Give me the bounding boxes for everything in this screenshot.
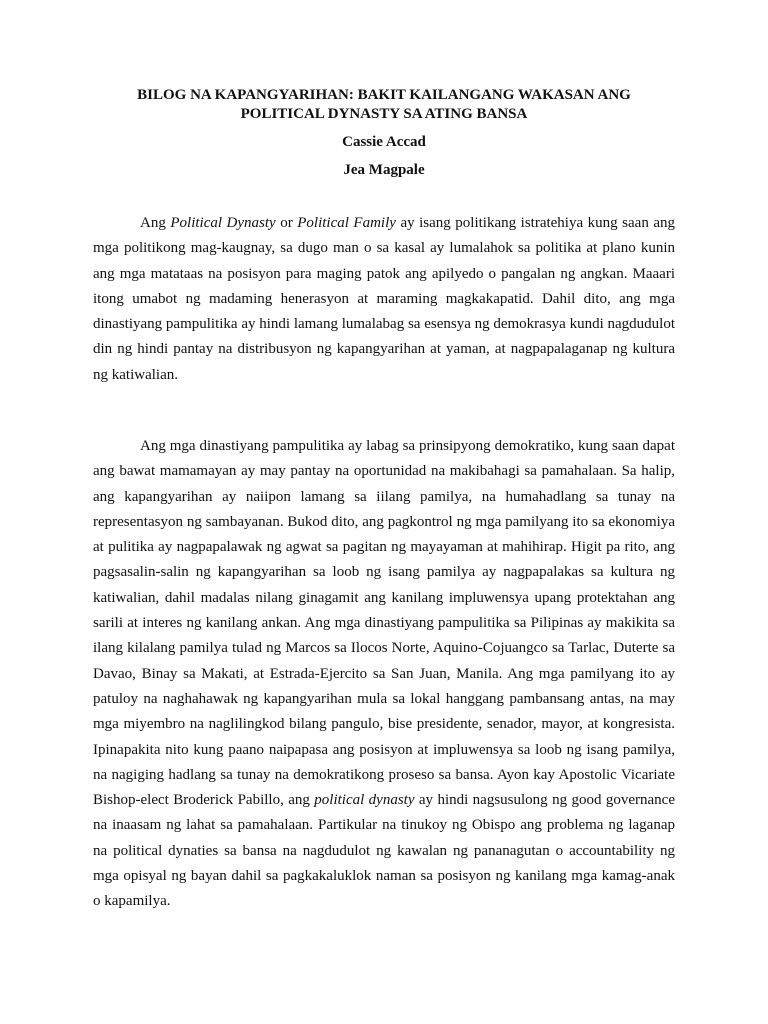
paragraph-text: Ang mga dinastiyang pampulitika ay labag sa prinsipyong demokratiko, kung saan dapat ang bawat mamamayan ay may pantay na oportunidad na makibahagi sa pamahalaan. Sa halip, ang kapangyarihan ay naiipon lamang sa iilang pamilya, na humahadlang sa tunay na representasyon ng sambayanan. Bukod dito, ang pagkontrol ng mga pamilyang ito sa ekonomiya at pulitika ay nagpapalawak ng agwat sa pagitan ng mayayaman at mahihirap. Higit pa rito, ang pagsasalin-salin ng kapangyarihan sa loob ng isang pamilya ay nagpapalakas sa kultura ng katiwalian, dahil madalas nilang ginagamit ang kanilang impluwensya upang protektahan ang sarili at interes ng kanilang ankan. Ang mga dinastiyang pampulitika sa Pilipinas ay makikita sa ilang kilalang pamilya tulad ng Marcos sa Ilocos Norte, Aquino-Cojuangco sa Tarlac, Duterte sa Davao, Binay sa Makati, at Estrada-Ejercito sa San Juan, Manila. Ang mga pamilyang ito ay patuloy na naghahawak ng kapangyarihan mula sa lokal hanggang pambansang antas, na may mga miyembro na naglilingkod bilang pangulo, bise presidente, senador, mayor, at kongresista. Ipinapakita nito kung paano naipapasa ang posisyon at impluwensya sa loob ng isang pamilya, na nagiging hadlang sa tunay na demokratikong proseso sa bansa. Ayon kay Apostolic Vicariate Bishop-elect Broderick Pabillo, ang [93,438,675,809]
paragraph-italic-term: political dynasty [314,792,415,809]
title-line-1: BILOG NA KAPANGYARIHAN: BAKIT KAILANGANG WAKASAN ANG [137,87,631,103]
paragraph-text: Ang [140,215,171,231]
paragraph-text: ay isang politikang istratehiya kung saan ang mga politikong mag-kaugnay, sa dugo man o sa kasal ay lumalahok sa politika at plano kunin ang mga matataas na posisyon para maging patok ang apilyedo o pangalan ng angkan. Maaari itong umabot ng madaming henerasyon at maraming magkakapatid. Dahil dito, ang mga dinastiyang pampulitika ay hindi lamang lumalabag sa esensya ng demokrasya kundi nagdudulot din ng hindi pantay na distribusyon ng kapangyarihan at yaman, at nagpapalaganap ng kultura ng katiwalian. [93,215,676,383]
paragraph-text: ay hindi nagsusulong ng good governance na inaasam ng lahat sa pamahalaan. Partikular na tinukoy ng Obispo ang problema ng laganap na political dynaties sa bansa na nagdudulot ng kawalan ng pananagutan o accountability ng mga opisyal ng bayan dahil sa pagkakaluklok naman sa posisyon ng kanilang mga kamag-anak o kapamilya. [93,792,675,910]
document-title [94,86,674,124]
author-name: Cassie Accad [342,134,426,150]
paragraph-italic-term: Political Family [297,215,396,231]
body-paragraph-2 [93,434,675,915]
body-paragraph-1 [93,211,675,388]
paragraph-italic-term: Political Dynasty [170,215,276,231]
author-name: Jea Magpale [343,162,425,178]
paragraph-text: or [275,215,298,231]
title-line-2: POLITICAL DYNASTY SA ATING BANSA [240,106,528,122]
